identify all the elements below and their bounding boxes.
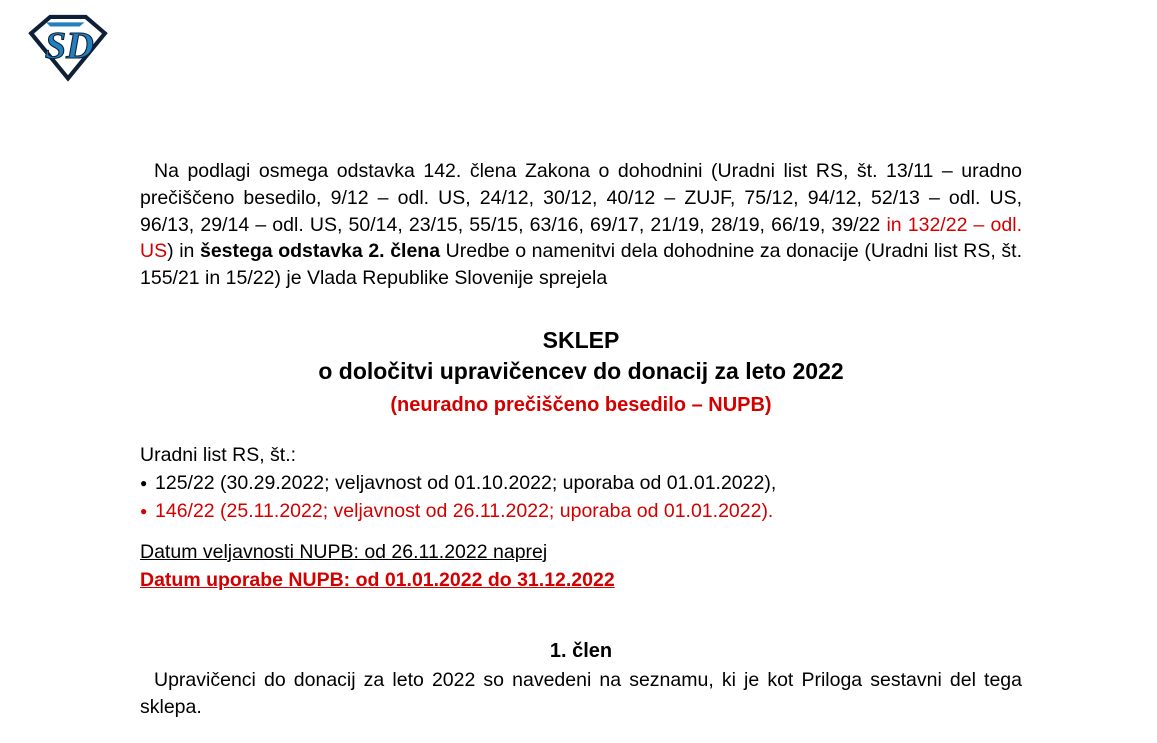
intro-text-2: ) in: [167, 240, 200, 263]
sd-logo-icon: [27, 12, 109, 82]
title-sklep: SKLEP: [542, 326, 620, 353]
title-nupb-note: (neuradno prečiščeno besedilo – NUPB): [390, 393, 772, 416]
article-1-body: Upravičenci do donacij za leto 2022 so navedeni na seznamu, ki je kot Priloga sestavni del tega sklepa.: [140, 668, 1022, 718]
intro-text-3: Uredbe o namenitvi dela dohodnine za donacije (Uradni list RS, št. 155/21 in 15/22) je Vlada Republike Slovenije sprejela: [140, 240, 1022, 290]
validity-application: Datum uporabe NUPB: od 01.01.2022 do 31.12.2022: [140, 568, 615, 591]
validity-block: [140, 538, 1022, 594]
gazette-block: [140, 441, 1022, 525]
intro-paragraph: [140, 158, 1022, 292]
bullet-icon: ●: [140, 475, 148, 490]
title-subject: o določitvi upravičencev do donacij za leto 2022: [318, 357, 844, 384]
gazette-item: [140, 497, 1022, 525]
validity-effective: Datum veljavnosti NUPB: od 26.11.2022 naprej: [140, 540, 548, 563]
logo-monogram: SD: [44, 24, 94, 67]
article-1-heading: 1. člen: [549, 639, 613, 662]
intro-amendment-red: in 132/22 – odl. US: [140, 213, 1022, 263]
gazette-label: Uradni list RS, št.:: [140, 443, 297, 466]
document-content: [140, 158, 1022, 721]
gazette-item-text: 146/22 (25.11.2022; veljavnost od 26.11.2022; uporaba od 01.01.2022).: [155, 499, 774, 522]
gazette-item-text: 125/22 (30.29.2022; veljavnost od 01.10.2022; uporaba od 01.01.2022),: [155, 471, 777, 494]
bullet-icon: ●: [140, 503, 148, 518]
intro-text-bold: šestega odstavka 2. člena: [199, 240, 441, 263]
intro-text-1: Na podlagi osmega odstavka 142. člena Zakona o dohodnini (Uradni list RS, št. 13/11 – uradno prečiščeno besedilo, 9/12 – odl. US, 24/12, 30/12, 40/12 – ZUJF, 75/12, 94/12, 52/13 – odl. US, 96/13, 29/14 – odl. US, 50/14, 23/15, 55/15, 63/16, 69/17, 21/19, 28/19, 66/19, 39/22: [140, 160, 1022, 236]
gazette-item: [140, 469, 1022, 497]
